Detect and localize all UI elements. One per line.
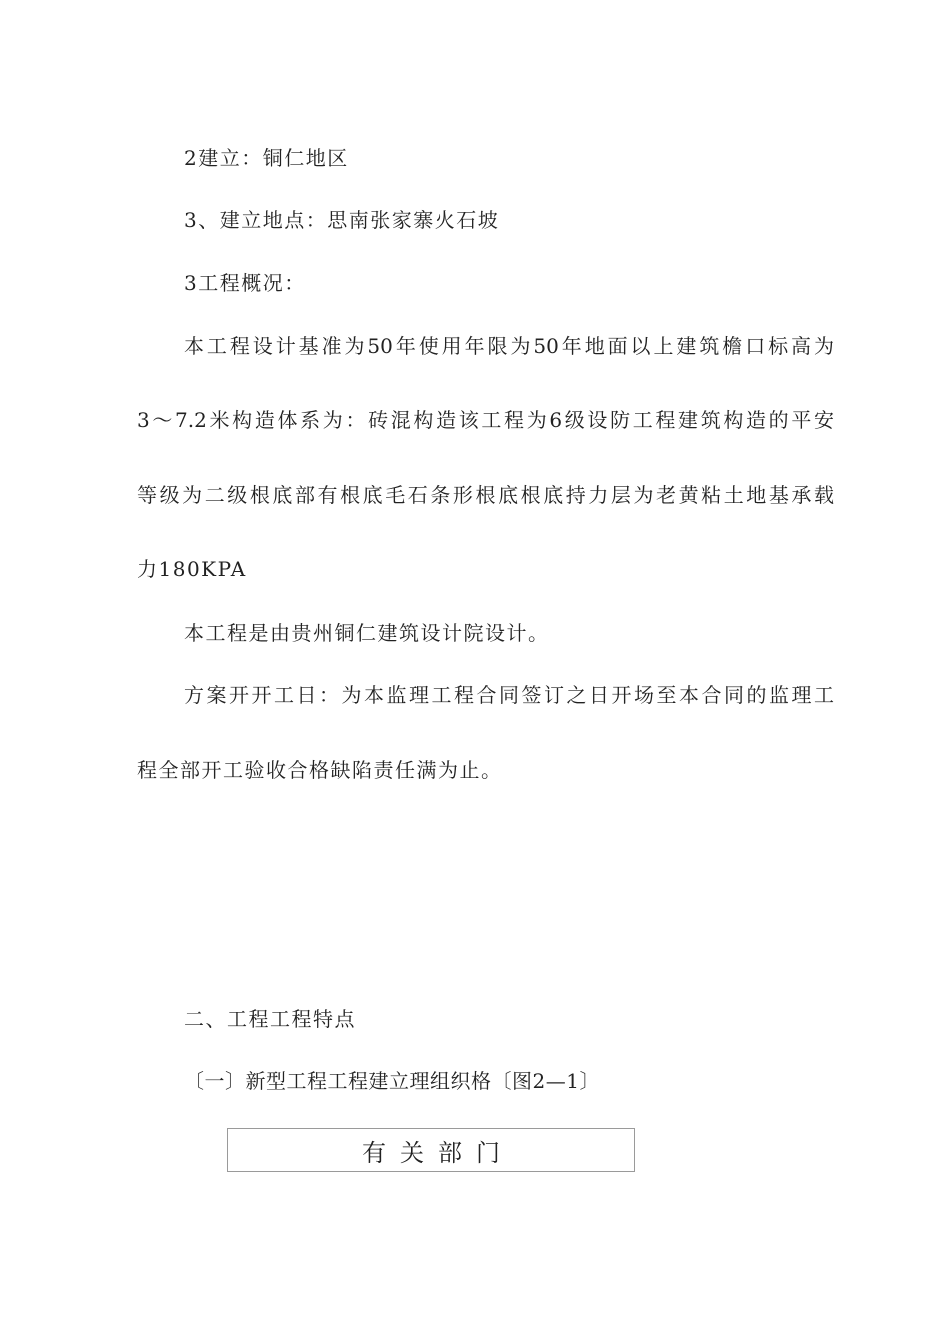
subsection-heading-organization-chart: 〔一〕新型工程工程建立理组织格〔图2—1〕 [184,1069,600,1093]
text-line-construction-site: 3、建立地点：思南张家寨火石坡 [184,208,500,232]
text-line-design-basis: 本工程设计基准为50年使用年限为50年地面以上建筑檐口标高为 [184,334,834,358]
text-line-structure-system: 3～7.2米构造体系为：砖混构造该工程为6级设防工程建筑构造的平安 [137,408,834,432]
section-heading-project-features: 二、工程工程特点 [184,1007,356,1031]
org-chart-box [227,1128,635,1172]
text-line-bearing-capacity: 力180KPA [137,557,247,581]
text-line-safety-grade: 等级为二级根底部有根底毛石条形根底根底持力层为老黄粘土地基承载 [137,483,834,507]
text-line-project-overview-heading: 3工程概况： [184,271,306,295]
text-line-construction-unit: 2建立：铜仁地区 [184,146,349,170]
text-line-start-date: 方案开开工日：为本监理工程合同签订之日开场至本合同的监理工 [184,683,834,707]
text-line-completion: 程全部开工验收合格缺陷责任满为止。 [137,758,503,782]
org-chart-box-label: 有关部门 [362,1138,514,1167]
text-line-designer: 本工程是由贵州铜仁建筑设计院设计。 [184,621,550,645]
